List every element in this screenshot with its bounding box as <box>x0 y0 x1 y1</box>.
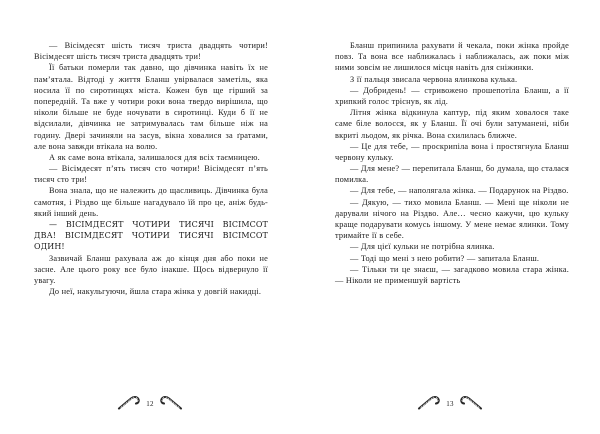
paragraph: Її батьки померли так давно, що дівчинка навіть їх не пам’ятала. Відтоді у життя Бланш увірвалася заметіль, яка носила її по сиротинцях міста. Кожен був ще гірший за попередній. Та вже у чотири роки вона твердо вирішила, що ніколи більше не буде ночувати в сиротинці. Куди б її не відсилали, дівчинка не затримувалась там більше ніж на годину. Двері зачиняли на засув, вікна ховалися за ґратами, але вона завжди втікала на волю. <box>34 63 268 151</box>
paragraph-shouted: — ВІСІМДЕСЯТ ЧОТИРИ ТИСЯЧІ ВІСІМСОТ ДВА! ВІСІМДЕСЯТ ЧОТИРИ ТИСЯЧІ ВІСІМСОТ ОДИН! <box>34 220 268 252</box>
page-footer-left <box>0 390 300 412</box>
paragraph: Зазвичай Бланш рахувала аж до кінця дня або поки не засне. Але цього року все було інакше. Щось відвернуло її увагу. <box>34 253 268 285</box>
paragraph: — Тоді що мені з нею робити? — запитала Бланш. <box>350 253 540 263</box>
paragraph: Вона знала, що не належить до щасливиць. Дівчинка була самотня, і Різдво ще більше нагадувало їй про це, аніж будь-який інший день. <box>34 186 268 218</box>
page-right-text-block <box>335 40 569 286</box>
paragraph: — Добридень! — стривожено прошепотіла Бланш, а її хрипкий голос тріснув, як лід. <box>335 85 569 106</box>
candy-cane-icon <box>458 392 484 410</box>
paragraph: Літня жінка відкинула каптур, під яким ховалося таке саме біле волосся, як у Бланш. Її очі були затуманені, ніби вкриті льодом, як річка. Вона схилилась ближче. <box>335 108 569 140</box>
paragraph: — Дякую, — тихо мовила Бланш. — Мені ще ніколи не дарували нічого на Різдво. Але… чесно кажучи, цю кульку краще подарувати комусь іншому. У мене немає ялинки. Тому тримайте її в себе. <box>335 197 569 241</box>
paragraph: — Для цієї кульки не потрібна ялинка. <box>350 242 495 252</box>
paragraph: А як саме вона втікала, залишалося для всіх таємницею. <box>49 152 260 162</box>
candy-cane-icon <box>116 392 142 410</box>
page-footer-right <box>300 390 600 412</box>
candy-cane-icon <box>158 392 184 410</box>
candy-cane-icon <box>416 392 442 410</box>
page-right <box>300 0 600 434</box>
paragraph: Бланш припинила рахувати й чекала, поки жінка пройде повз. Та вона все наближалась і наближалась, аж поки між ними зовсім не лишилося місця навіть для сніжинки. <box>335 41 569 73</box>
paragraph: — Це для тебе, — проскрипіла вона і простягнула Бланш червону кульку. <box>335 141 569 162</box>
paragraph: — Тільки ти це знаєш, — загадково мовила стара жінка. — Ніколи не применшуй вартість <box>335 264 569 285</box>
page-left-text-block <box>34 40 268 297</box>
page-number: 12 <box>146 399 154 408</box>
paragraph: — Для тебе, — наполягала жінка. — Подарунок на Різдво. <box>350 186 569 196</box>
paragraph: До неї, накульгуючи, йшла стара жінка у довгій накидці. <box>49 287 262 297</box>
paragraph: — Вісімдесят шість тисяч триста двадцять чотири! Вісімдесят шість тисяч триста двадцять три! <box>34 41 268 62</box>
page-number: 13 <box>446 399 454 408</box>
paragraph: З її пальця звисала червона ялинкова кулька. <box>350 74 518 84</box>
paragraph: — Вісімдесят п’ять тисяч сто чотири! Вісімдесят п’ять тисяч сто три! <box>34 164 268 185</box>
paragraph: — Для мене? — перепитала Бланш, бо думала, що сталася помилка. <box>335 164 569 185</box>
